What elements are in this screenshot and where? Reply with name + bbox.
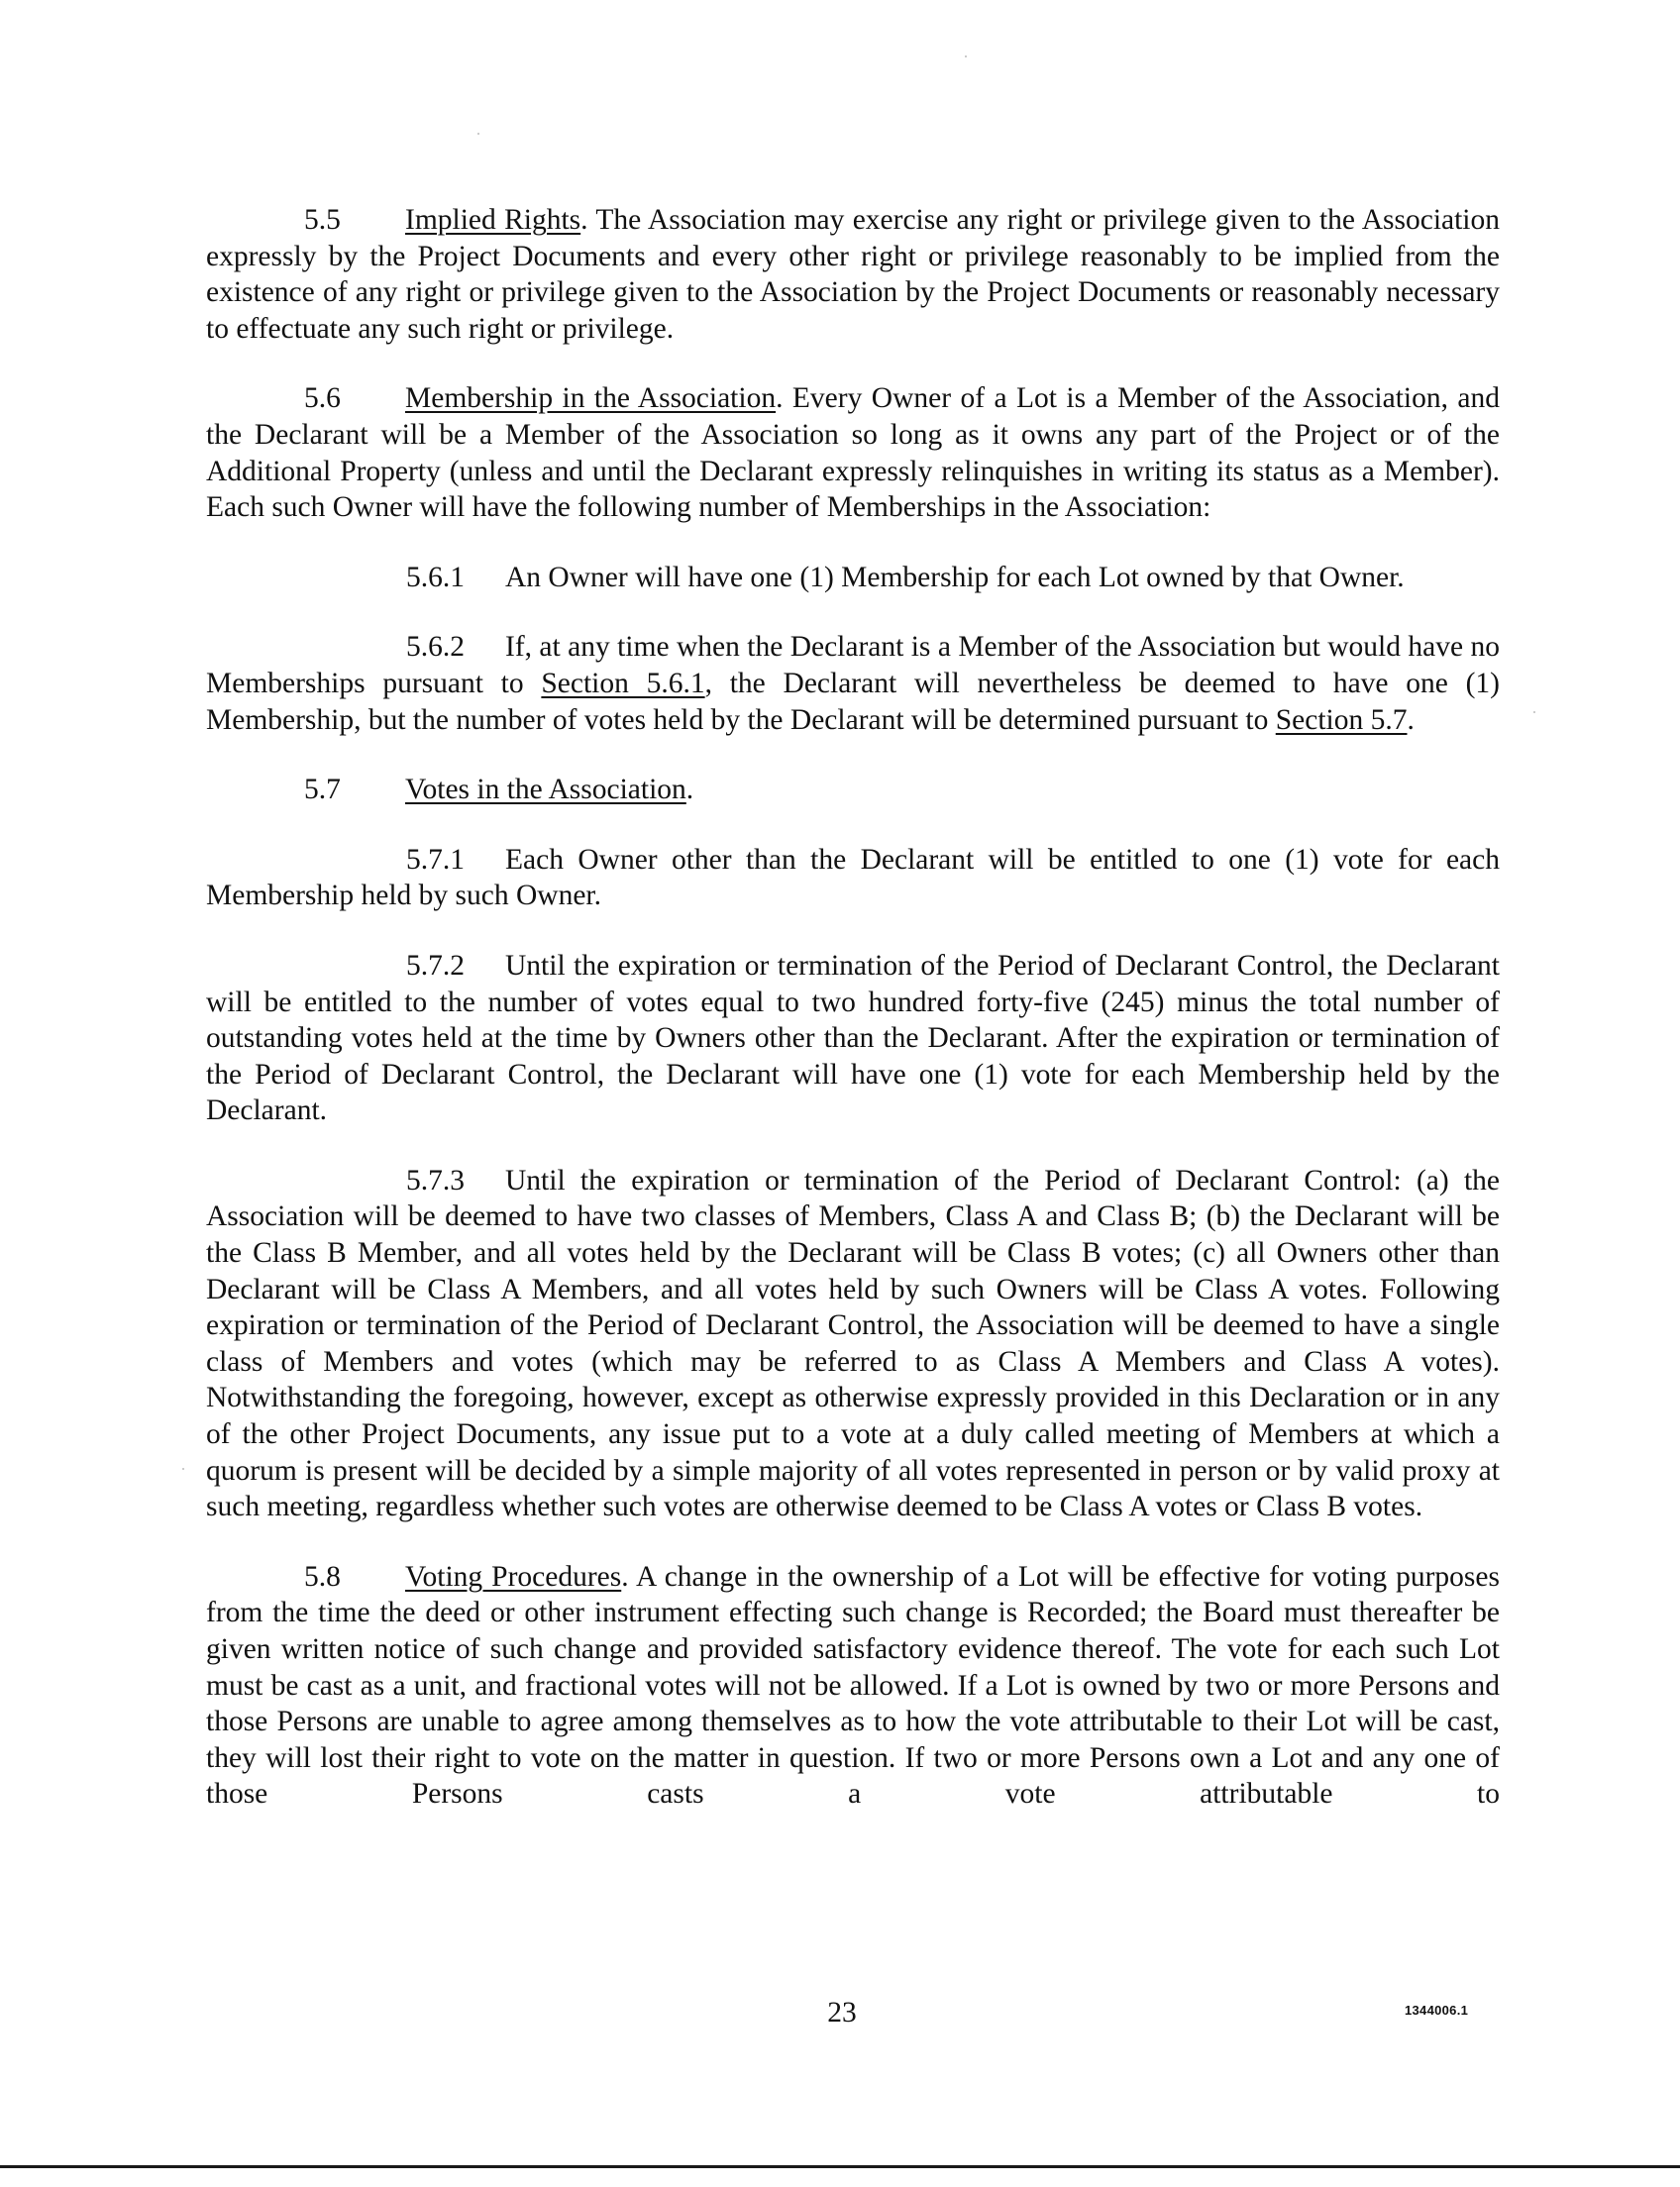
cross-reference-5-6-1: Section 5.6.1 xyxy=(541,667,705,699)
scan-speck xyxy=(182,1468,184,1470)
section-number: 5.8 xyxy=(304,1560,341,1593)
scan-edge-line xyxy=(0,2165,1680,2168)
subsection-number: 5.7.3 xyxy=(406,1164,465,1197)
subsection-text: Until the expiration or termination of the Period of Declarant Control, the Declarant will be entitled to the number of votes equal to two hundred forty-five (245) minus the total number of outstanding votes held at the time by Owners other than the Declarant. After the expiration or termination of the Period of Declarant Control, the Declarant will have one (1) vote for each Membership held by the Declarant. xyxy=(206,949,1500,1127)
subsection-number: 5.7.1 xyxy=(406,843,465,876)
section-5-8 xyxy=(206,1559,1500,1813)
section-5-7 xyxy=(206,772,1500,808)
section-5-6 xyxy=(206,380,1500,525)
scan-speck xyxy=(477,133,479,135)
subsection-text: Until the expiration or termination of the Period of Declarant Control: (a) the Association will be deemed to have two classes of Members, Class A and Class B; (b) the Declarant will be the Class B Member, and all votes held by the Declarant will be Class B votes; (c) all Owners other than Declarant will be Class A Members, and all votes held by such Owners will be Class A votes. Following expiration or termination of the Period of Declarant Control, the Association will be deemed to have a single class of Members and votes (which may be referred to as Class A Members and Class A votes). Notwithstanding the foregoing, however, except as otherwise expressly provided in this Declaration or in any of the other Project Documents, any issue put to a vote at a duly called meeting of Members at which a quorum is present will be decided by a simple majority of all votes represented in person or by valid proxy at such meeting, regardless whether such votes are otherwise deemed to be Class A votes or Class B votes. xyxy=(206,1164,1500,1523)
document-body xyxy=(206,202,1500,1846)
subsection-text: , the Declarant will nevertheless be deemed to have one (1) Membership, but the number of votes held by the Declarant will be determined pursuant to xyxy=(206,667,1500,736)
section-text: . xyxy=(685,774,694,806)
section-number: 5.7 xyxy=(304,774,341,806)
section-text: . The Association may exercise any right or privilege given to the Association expressly by the Project Documents and every other right or privilege reasonably to be implied from the existence of any right or privilege given to the Association by the Project Documents or reasonably necessary to effectuate any such right or privilege. xyxy=(206,204,1500,345)
subsection-number: 5.7.2 xyxy=(406,949,465,982)
section-text: . A change in the ownership of a Lot will be effective for voting purposes from the time the deed or other instrument effecting such change is Recorded; the Board must thereafter be given written notice of such change and provided satisfactory evidence thereof. The vote for each such Lot must be cast as a unit, and fractional votes will not be allowed. If a Lot is owned by two or more Persons and those Persons are unable to agree among themselves as to how the vote attributable to their Lot will be cast, they will lost their right to vote on the matter in question. If two or more Persons own a Lot and any one of those Persons casts a vote attributable to xyxy=(206,1560,1500,1811)
scan-speck xyxy=(965,55,967,57)
section-number: 5.6 xyxy=(304,382,341,415)
page-number: 23 xyxy=(827,1997,857,2029)
section-heading: Voting Procedures xyxy=(405,1560,622,1593)
section-5-5 xyxy=(206,202,1500,347)
subsection-number: 5.6.1 xyxy=(406,561,465,593)
section-text: . Every Owner of a Lot is a Member of the Association, and the Declarant will be a Member of the Association so long as it owns any part of the Project or of the Additional Property (unless and until the Declarant expressly relinquishes in writing its status as a Member). Each such Owner will have the following number of Memberships in the Association: xyxy=(206,382,1500,524)
section-heading: Membership in the Association xyxy=(405,382,777,415)
section-heading: Votes in the Association xyxy=(405,774,686,806)
section-5-7-2 xyxy=(206,948,1500,1129)
subsection-text: If, at any time when the Declarant is a Member of the Association but would have no Memberships pursuant to xyxy=(206,631,1500,699)
document-id: 1344006.1 xyxy=(1405,2003,1469,2018)
subsection-text: Each Owner other than the Declarant will be entitled to one (1) vote for each Membership held by such Owner. xyxy=(206,843,1500,912)
section-number: 5.5 xyxy=(304,204,341,236)
cross-reference-5-7: Section 5.7 xyxy=(1275,703,1408,736)
subsection-number: 5.6.2 xyxy=(406,631,465,664)
subsection-text: An Owner will have one (1) Membership for each Lot owned by that Owner. xyxy=(505,561,1405,593)
scan-speck xyxy=(1533,711,1535,713)
subsection-text: . xyxy=(1407,703,1415,736)
section-heading: Implied Rights xyxy=(405,204,581,236)
section-5-6-1 xyxy=(206,560,1500,596)
section-5-7-1 xyxy=(206,842,1500,914)
section-5-7-3 xyxy=(206,1163,1500,1525)
section-5-6-2 xyxy=(206,629,1500,738)
